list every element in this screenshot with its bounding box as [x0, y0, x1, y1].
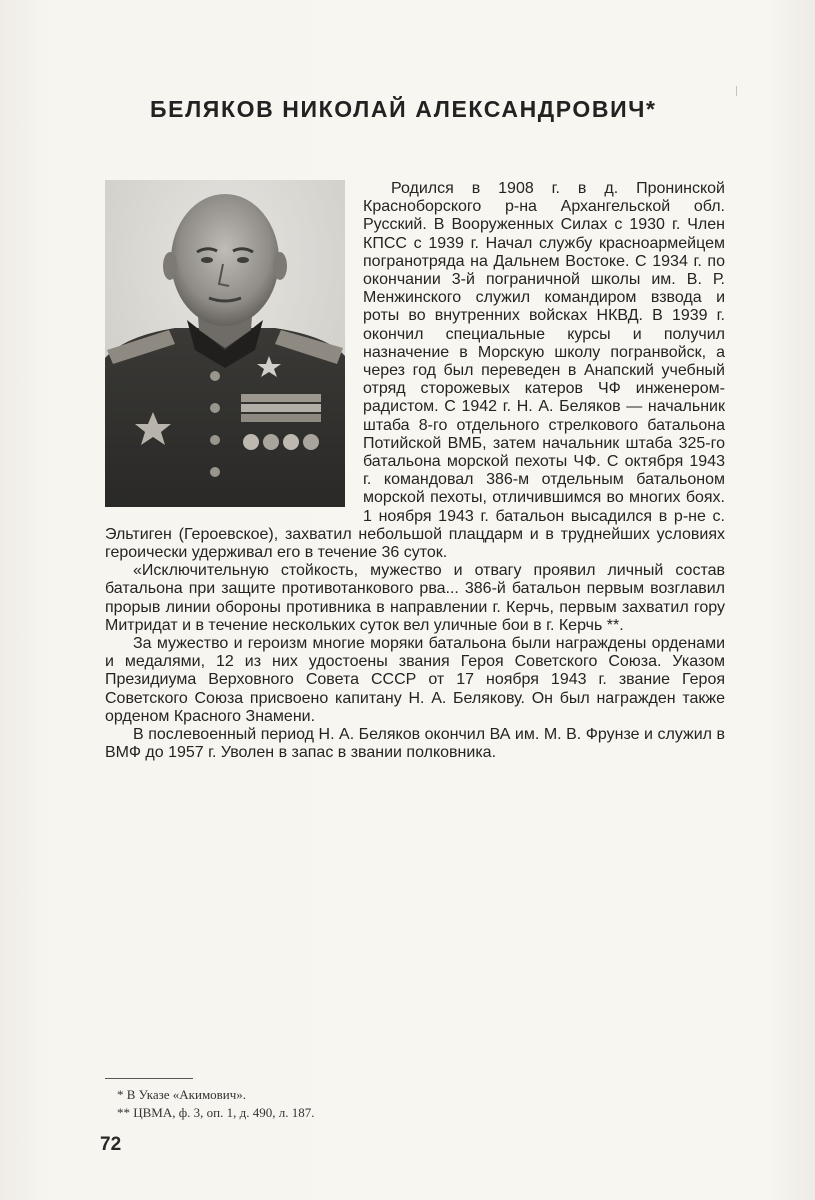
footnote-divider — [105, 1078, 193, 1079]
footnotes — [117, 1086, 537, 1122]
main-text — [105, 180, 725, 920]
awards-paragraph: За мужество и героизм многие моряки батальона были награждены орденами и медалями, 12 из них удостоены звания Героя Советского Союза. Указом Президиума Верховного Совета СССР от 17 ноября 1943 г. звание Героя Советского Союза присвоено капитану Н. А. Белякову. Он был награжден также орденом Красного Знамени. — [105, 635, 725, 725]
page-number: 72 — [100, 1134, 122, 1155]
scan-mark — [736, 86, 737, 96]
page-title: БЕЛЯКОВ НИКОЛАЙ АЛЕКСАНДРОВИЧ* — [150, 96, 657, 122]
postwar-paragraph: В послевоенный период Н. А. Беляков окончил ВА им. М. В. Фрунзе и служил в ВМФ до 1957 г. Уволен в запас в звании полковника. — [105, 726, 725, 762]
footnote-2: ** ЦВМА, ф. 3, оп. 1, д. 490, л. 187. — [117, 1105, 315, 1120]
quote-paragraph: «Исключительную стойкость, мужество и отвагу проявил личный состав батальона при защите противотанкового рва... 386-й батальон первым возглавил прорыв линии обороны противника в направлении г. Керчь, первым захватил гору Митридат и в течение нескольких суток вел уличные бои в г. Керчь **. — [105, 562, 725, 634]
photo-text-wrap-spacer — [105, 180, 363, 525]
footnote-1: * В Указе «Акимович». — [117, 1087, 247, 1102]
biography-paragraph-1: Родился в 1908 г. в д. Пронинской Красноборского р-на Архангельской обл. Русский. В Вооруженных Силах с 1930 г. Член КПСС с 1939 г. Начал службу красноармейцем погранотряда на Дальнем Востоке. С 1934 г. по окончании 3-й пограничной школы им. В. Р. Менжинского служил командиром взвода и роты во внутренних войсках НКВД. В 1939 г. окончил специальные курсы и получил назначение в Морскую школу погранвойск, а через год был переведен в Анапский учебный отряд сторожевых катеров ЧФ инженером-радистом. С 1942 г. Н. А. Беляков — начальник штаба 8-го отдельного стрелкового батальона Потийской ВМБ, затем начальник штаба 325-го батальона морской пехоты ЧФ. С октября 1943 г. командовал 386-м отдельным батальоном морской пехоты, отличившимся во многих боях. 1 ноября 1943 г. батальон высадился в р-не с. Эльтиген (Героевское), захватил небольшой плацдарм и в труднейших условиях героически удерживал его в течение 36 суток. — [105, 180, 725, 562]
